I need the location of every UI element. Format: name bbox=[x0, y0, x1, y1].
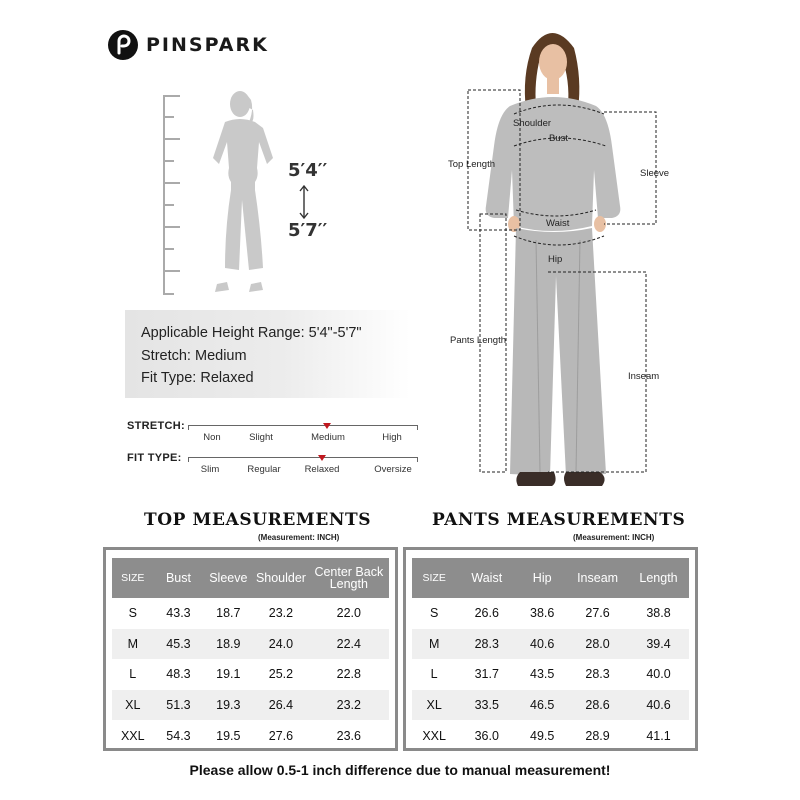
cell-hip: 46.5 bbox=[517, 690, 567, 721]
table-row bbox=[112, 720, 389, 751]
body-silhouette bbox=[195, 88, 285, 298]
pants-measurements-table bbox=[403, 547, 698, 751]
table-row bbox=[112, 598, 389, 629]
cell-size: L bbox=[129, 667, 137, 682]
pants-table-unit: (Measurement: INCH) bbox=[573, 533, 655, 542]
cell-size: S bbox=[128, 606, 137, 621]
cell-length: 40.0 bbox=[646, 667, 671, 682]
cell-inseam: 27.6 bbox=[585, 606, 610, 621]
col-header-sleeve: Sleeve bbox=[203, 558, 253, 598]
table-row bbox=[412, 720, 689, 751]
cell-center-back-length: 22.0 bbox=[336, 606, 361, 621]
label-bust: Bust bbox=[549, 133, 569, 144]
top-table-header-row bbox=[112, 558, 389, 598]
stretch-option-high: High bbox=[382, 432, 402, 443]
col-header-bust: Bust bbox=[154, 558, 204, 598]
cell-bust: 54.3 bbox=[166, 728, 191, 743]
fit-option-relaxed: Relaxed bbox=[304, 464, 340, 475]
col-header-size: SIZE bbox=[412, 558, 456, 598]
cell-inseam: 28.9 bbox=[585, 728, 610, 743]
label-pants-length: Pants Length bbox=[450, 335, 506, 346]
cell-length: 39.4 bbox=[628, 629, 689, 660]
table-row bbox=[412, 629, 689, 660]
fit-selected-marker-icon bbox=[318, 455, 326, 461]
cell-size: XL bbox=[412, 690, 456, 721]
table-row bbox=[412, 690, 689, 721]
fit-scale-label: FIT TYPE: bbox=[127, 452, 182, 464]
brand-name: PINSPARK bbox=[146, 34, 269, 56]
label-top-length: Top Length bbox=[448, 159, 496, 170]
fit-option-regular: Regular bbox=[247, 464, 281, 475]
cell-waist: 36.0 bbox=[474, 728, 499, 743]
cell-center-back-length: 23.2 bbox=[309, 690, 389, 721]
fit-type-text: Fit Type: Relaxed bbox=[141, 370, 254, 386]
height-range-arrow-icon bbox=[298, 185, 310, 219]
cell-shoulder: 26.4 bbox=[253, 690, 308, 721]
cell-size: M bbox=[412, 629, 456, 660]
col-header-center-back-length: Center Back Length bbox=[309, 558, 389, 598]
cell-waist: 26.6 bbox=[474, 606, 499, 621]
cell-waist: 33.5 bbox=[456, 690, 517, 721]
measurement-disclaimer: Please allow 0.5-1 inch difference due to manual measurement! bbox=[189, 762, 611, 778]
cell-inseam: 28.3 bbox=[585, 667, 610, 682]
top-table-title: TOP MEASUREMENTS bbox=[144, 510, 372, 530]
label-waist: Waist bbox=[546, 218, 570, 229]
height-range-text: Applicable Height Range: 5'4"-5'7" bbox=[141, 325, 362, 341]
label-shoulder: Shoulder bbox=[513, 118, 552, 129]
cell-shoulder: 24.0 bbox=[253, 629, 308, 660]
cell-waist: 28.3 bbox=[456, 629, 517, 660]
stretch-option-non: Non bbox=[203, 432, 221, 443]
cell-inseam: 28.0 bbox=[567, 629, 628, 660]
table-row bbox=[112, 629, 389, 660]
model-measurement-figure bbox=[440, 10, 670, 500]
table-row bbox=[412, 598, 689, 629]
fit-option-oversize: Oversize bbox=[374, 464, 412, 475]
cell-sleeve: 19.3 bbox=[203, 690, 253, 721]
fit-info-box bbox=[125, 310, 410, 398]
col-header-inseam: Inseam bbox=[567, 558, 628, 598]
cell-center-back-length: 22.8 bbox=[336, 667, 361, 682]
height-max-label: 5′7′′ bbox=[288, 220, 328, 241]
col-header-shoulder: Shoulder bbox=[253, 558, 308, 598]
stretch-selected-marker-icon bbox=[323, 423, 331, 429]
cell-hip: 38.6 bbox=[530, 606, 555, 621]
cell-shoulder: 25.2 bbox=[268, 667, 294, 682]
stretch-scale-label: STRETCH: bbox=[127, 420, 186, 432]
label-hip: Hip bbox=[548, 254, 563, 265]
cell-sleeve: 18.7 bbox=[216, 606, 241, 621]
cell-size: L bbox=[430, 667, 438, 682]
cell-bust: 51.3 bbox=[154, 690, 204, 721]
fit-scale-tick bbox=[417, 457, 418, 462]
stretch-option-medium: Medium bbox=[311, 432, 345, 443]
cell-inseam: 28.6 bbox=[567, 690, 628, 721]
table-row bbox=[112, 690, 389, 721]
cell-center-back-length: 22.4 bbox=[309, 629, 389, 660]
stretch-scale-tick bbox=[417, 425, 418, 430]
height-ruler bbox=[160, 95, 190, 295]
top-table-unit: (Measurement: INCH) bbox=[258, 533, 340, 542]
cell-waist: 31.7 bbox=[474, 667, 499, 682]
col-header-size: SIZE bbox=[112, 558, 154, 598]
height-min-label: 5′4′′ bbox=[288, 160, 328, 181]
col-header-waist: Waist bbox=[456, 558, 517, 598]
brand-logo-icon bbox=[108, 30, 138, 60]
fit-scale-line bbox=[188, 457, 418, 458]
cell-hip: 40.6 bbox=[517, 629, 567, 660]
cell-bust: 45.3 bbox=[154, 629, 204, 660]
stretch-option-slight: Slight bbox=[249, 432, 273, 443]
col-header-hip: Hip bbox=[517, 558, 567, 598]
fit-option-slim: Slim bbox=[200, 464, 220, 475]
cell-size: XXL bbox=[422, 728, 446, 743]
cell-sleeve: 18.9 bbox=[203, 629, 253, 660]
col-header-length: Length bbox=[628, 558, 689, 598]
stretch-scale-tick bbox=[188, 425, 189, 430]
stretch-scale-line bbox=[188, 425, 418, 426]
cell-bust: 43.3 bbox=[166, 606, 191, 621]
cell-hip: 43.5 bbox=[530, 667, 555, 682]
label-inseam: Inseam bbox=[628, 371, 660, 382]
top-measurements-table bbox=[103, 547, 398, 751]
label-sleeve: Sleeve bbox=[640, 168, 670, 179]
cell-size: XL bbox=[112, 690, 154, 721]
table-row bbox=[112, 659, 389, 690]
cell-shoulder: 27.6 bbox=[268, 728, 294, 743]
pants-table-title: PANTS MEASUREMENTS bbox=[432, 510, 686, 530]
fit-scale-tick bbox=[188, 457, 189, 462]
cell-shoulder: 23.2 bbox=[268, 606, 294, 621]
cell-bust: 48.3 bbox=[166, 667, 191, 682]
cell-size: XXL bbox=[120, 728, 145, 743]
cell-sleeve: 19.1 bbox=[216, 667, 241, 682]
cell-sleeve: 19.5 bbox=[216, 728, 241, 743]
cell-hip: 49.5 bbox=[530, 728, 555, 743]
stretch-text: Stretch: Medium bbox=[141, 347, 247, 364]
brand bbox=[108, 30, 269, 60]
cell-size: S bbox=[429, 606, 439, 621]
cell-length: 38.8 bbox=[646, 606, 671, 621]
cell-center-back-length: 23.6 bbox=[336, 728, 361, 743]
cell-length: 40.6 bbox=[628, 690, 689, 721]
cell-size: M bbox=[112, 629, 154, 660]
cell-length: 41.1 bbox=[646, 728, 671, 743]
table-row bbox=[412, 659, 689, 690]
pants-table-header-row bbox=[412, 558, 689, 598]
